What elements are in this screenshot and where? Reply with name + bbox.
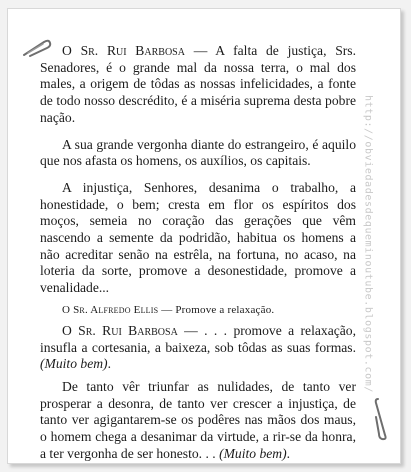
paragraph-5-reaction: (Muito bem): [219, 445, 287, 461]
blog-watermark: http://obviedadesdequeminoutube.blogspot.com/: [362, 95, 374, 393]
speaker-rui-barbosa-2: O Sr. Rui Barbosa: [62, 322, 178, 338]
paragraph-1: [40, 43, 356, 127]
paragraph-2: A sua grande vergonha diante do estrangeiro, é aquilo que nos afasta os homens, os auxílios, os capitais.: [40, 136, 356, 169]
paragraph-5-text: De tanto vêr triunfar as nulidades, de tanto ver prosperar a desonra, de tanto ver crescer a injustiça, de tanto ver agigantarem-se os podêres nas mãos dos maus, o homem chega a desanimar da virtude, a rir-se da honra, a ter vergonha de ser honesto. . .: [40, 378, 356, 461]
paragraph-4-reaction: (Muito bem): [40, 356, 108, 372]
aside-text: — Promove a relaxação.: [158, 303, 275, 316]
speaker-rui-barbosa: O Sr. Rui Barbosa: [62, 43, 185, 58]
document-page: [7, 8, 401, 464]
paragraph-4: [40, 323, 356, 373]
paragraph-1-text: — A falta de justiça, Srs. Senadores, é o grande mal da nossa terra, o mal dos males, a origem de tôdas as nossas infelicidades, a fonte de todo nosso descrédito, é a miséria suprema desta pobre nação.: [40, 43, 356, 125]
paragraph-5-end: .: [286, 445, 291, 461]
paragraph-4-end: .: [107, 356, 111, 372]
aside-interjection: [40, 303, 356, 317]
paragraph-4-text: — . . . promove a relaxação, insufla a cortesania, a baixeza, sob tôdas as suas formas.: [40, 322, 356, 355]
speaker-alfredo-ellis: O Sr. Alfredo Ellis: [62, 303, 159, 316]
paper-clip-bottom-icon: [374, 397, 390, 441]
speech-transcript: [40, 43, 356, 472]
paragraph-3: A injustiça, Senhores, desanima o trabalho, a honestidade, o bem; cresta em flor os espíritos dos moços, semeia no coração das gerações que vêm nascendo a semente da podridão, habitua os homens a não acreditar senão na estrêla, na fortuna, no acaso, na loteria da sorte, promove a desonestidade, promove a venalidade...: [40, 179, 356, 296]
paragraph-5: [40, 379, 356, 463]
